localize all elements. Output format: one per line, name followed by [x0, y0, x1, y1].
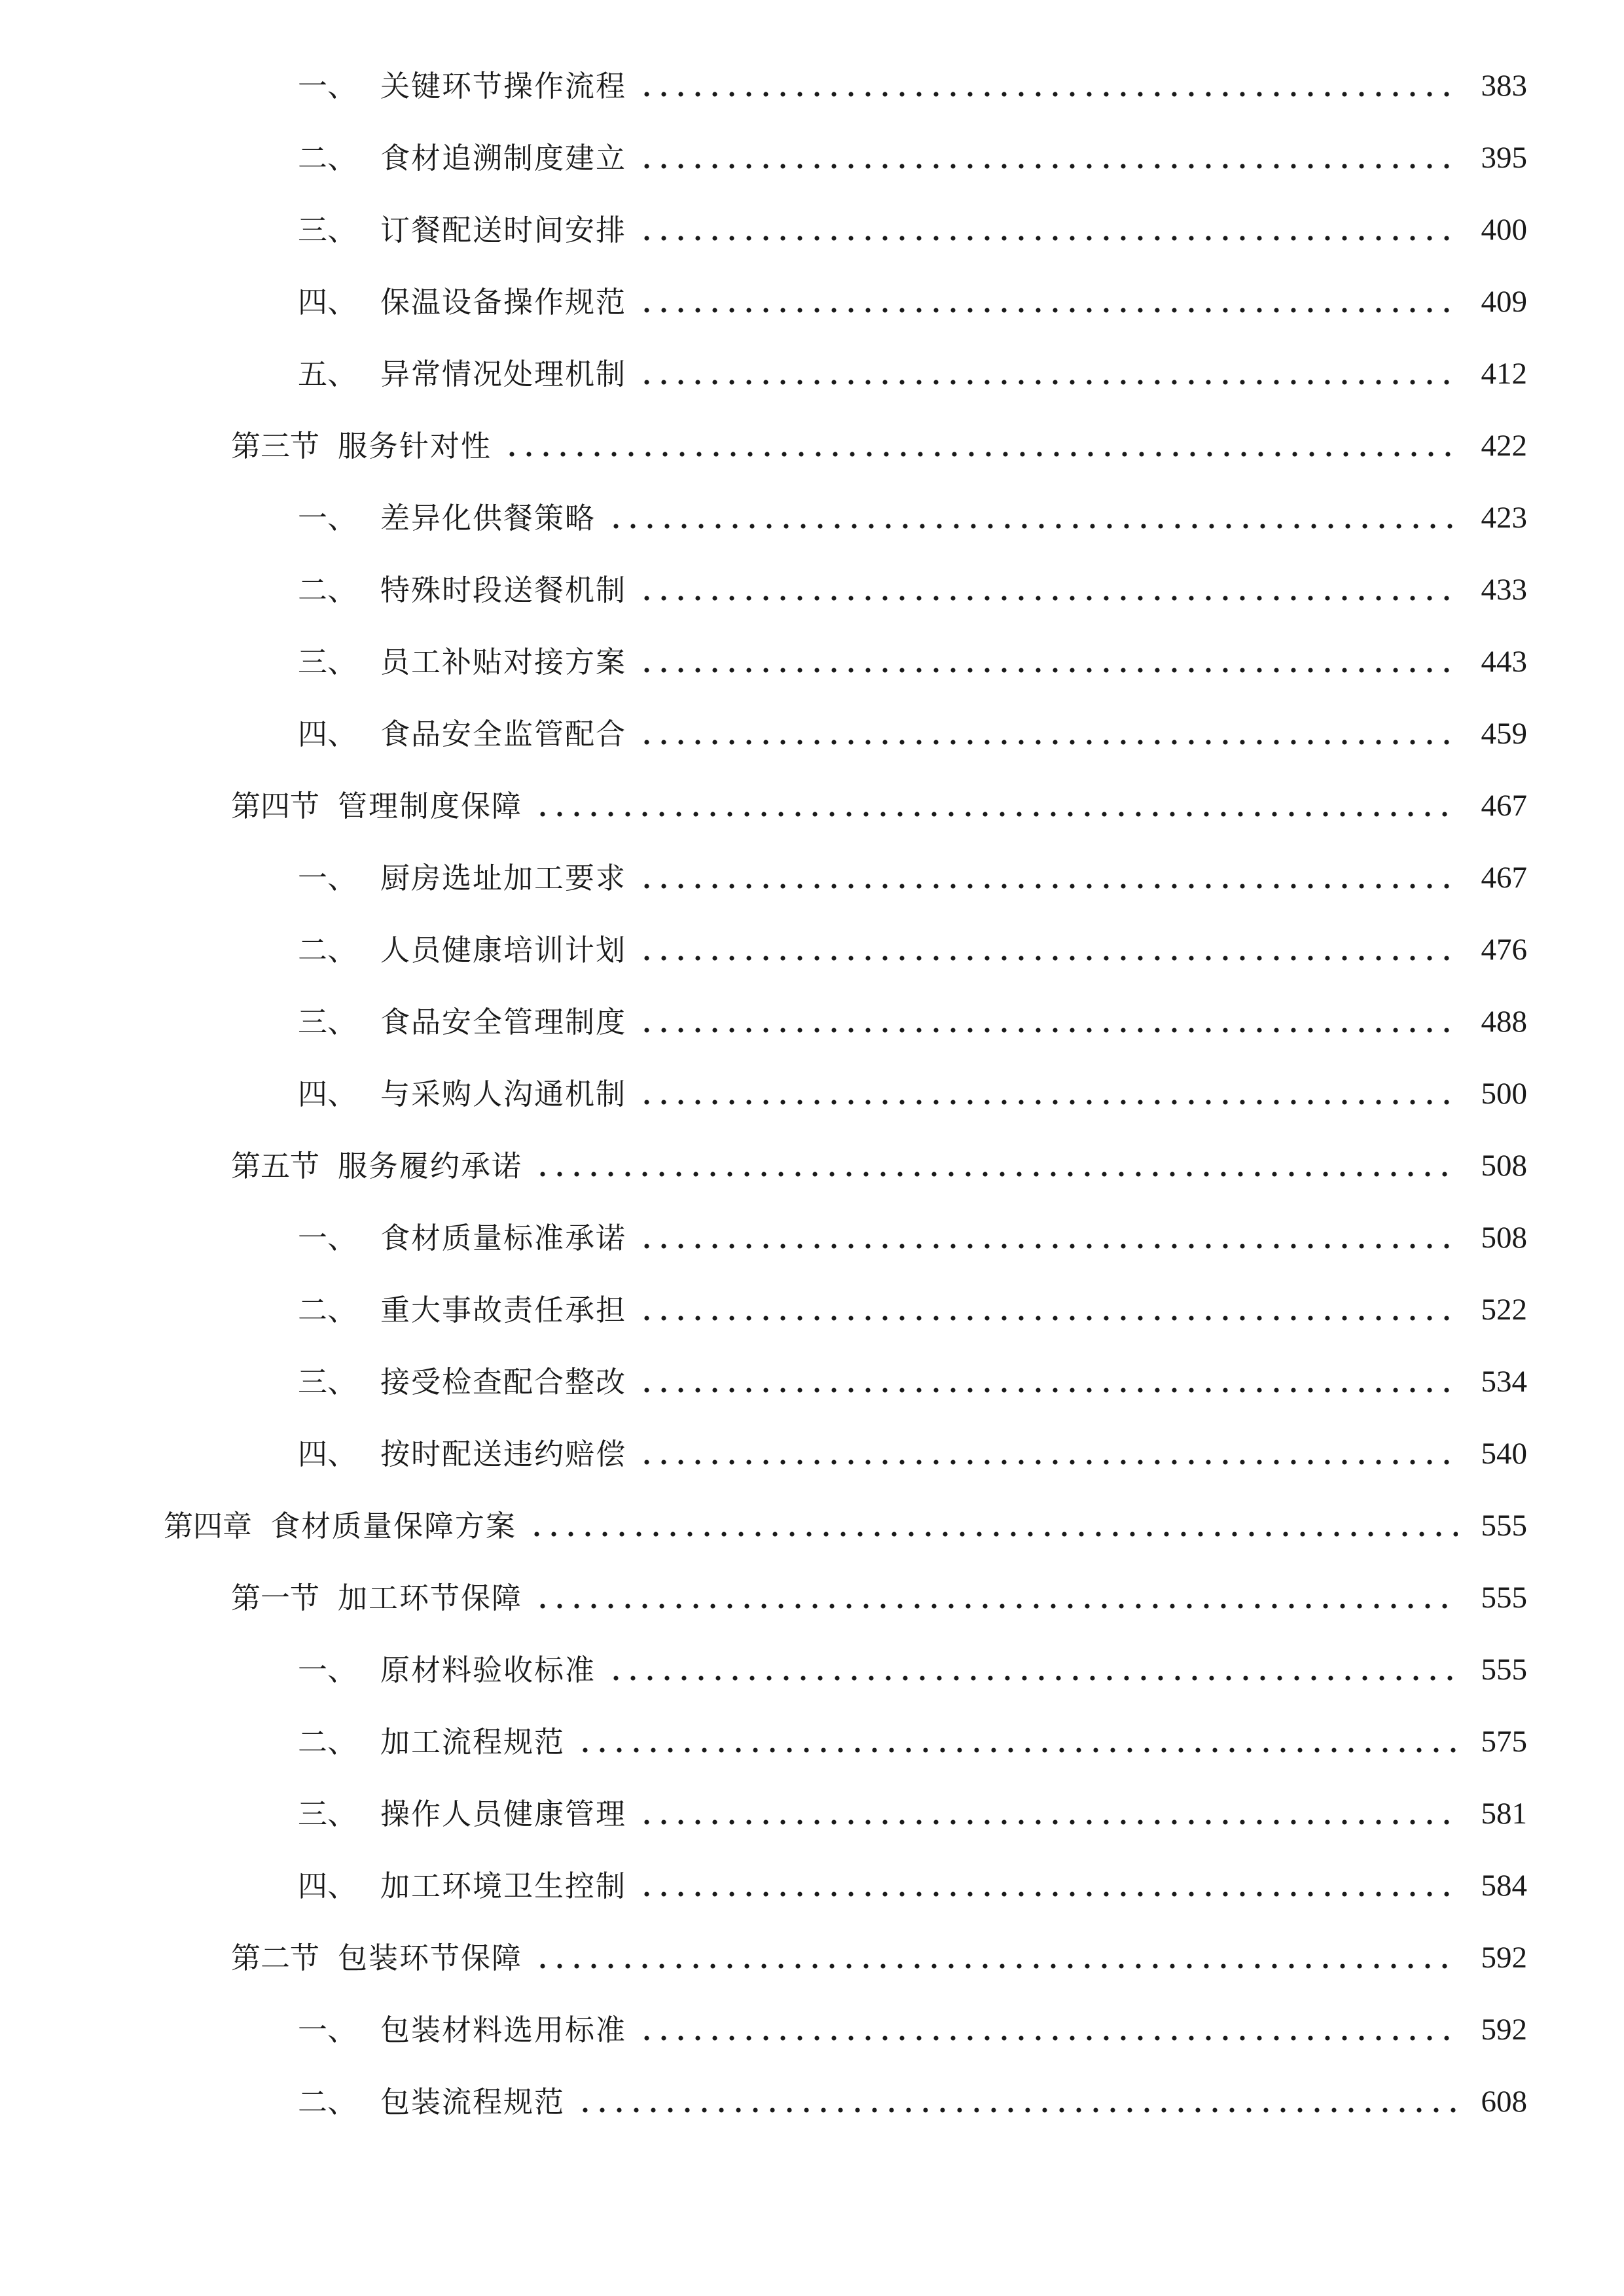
toc-entry-page-number: 443	[1481, 644, 1527, 679]
toc-entry-title: 加工环节保障	[338, 1580, 523, 1615]
toc-entry-title: 包装流程规范	[380, 2084, 566, 2119]
toc-entry-title: 食材追溯制度建立	[380, 140, 627, 175]
toc-entry-item[interactable]	[0, 914, 1624, 986]
toc-entry-item[interactable]	[0, 554, 1624, 626]
toc-entry-item[interactable]	[0, 1994, 1624, 2066]
toc-entry-number: 一、	[298, 1652, 357, 1687]
toc-entry-section[interactable]	[0, 1922, 1624, 1994]
toc-entry-page-number: 409	[1481, 284, 1527, 319]
toc-entry-title: 重大事故责任承担	[380, 1292, 627, 1327]
toc-entry-page-number: 383	[1481, 68, 1527, 103]
toc-entry-item[interactable]	[0, 698, 1624, 770]
toc-entry-item[interactable]	[0, 986, 1624, 1058]
toc-entry-page-number: 422	[1481, 428, 1527, 463]
toc-entry-page-number: 555	[1481, 1652, 1527, 1687]
toc-entry-section[interactable]	[0, 410, 1624, 482]
dot-leader	[638, 647, 1458, 677]
toc-entry-page-number: 555	[1481, 1580, 1527, 1615]
dot-leader	[503, 431, 1458, 461]
dot-leader	[534, 791, 1458, 821]
dot-leader	[577, 1727, 1458, 1757]
toc-entry-title: 食材质量保障方案	[270, 1508, 517, 1543]
toc-entry-title: 与采购人沟通机制	[380, 1076, 627, 1111]
dot-leader	[638, 935, 1458, 965]
toc-entry-section[interactable]	[0, 1562, 1624, 1634]
toc-entry-title: 食品安全管理制度	[380, 1004, 627, 1039]
toc-entry-number: 四、	[298, 1076, 357, 1111]
toc-entry-number: 一、	[298, 1220, 357, 1255]
toc-entry-page-number: 540	[1481, 1436, 1527, 1471]
toc-entry-title: 操作人员健康管理	[380, 1796, 627, 1831]
toc-entry-page-number: 400	[1481, 212, 1527, 247]
toc-entry-item[interactable]	[0, 338, 1624, 410]
toc-entry-title: 接受检查配合整改	[380, 1364, 627, 1399]
toc-entry-item[interactable]	[0, 1634, 1624, 1706]
toc-entry-page-number: 575	[1481, 1724, 1527, 1759]
dot-leader	[534, 1151, 1458, 1181]
toc-entry-number: 三、	[298, 1796, 357, 1831]
dot-leader	[528, 1511, 1458, 1541]
toc-entry-page-number: 581	[1481, 1796, 1527, 1831]
toc-entry-number: 二、	[298, 932, 357, 967]
dot-leader	[638, 719, 1458, 749]
toc-entry-item[interactable]	[0, 1778, 1624, 1850]
dot-leader	[638, 1367, 1458, 1397]
toc-entry-number: 四、	[298, 284, 357, 319]
toc-entry-title: 人员健康培训计划	[380, 932, 627, 967]
toc-entry-page-number: 508	[1481, 1220, 1527, 1255]
toc-entry-page-number: 592	[1481, 2012, 1527, 2047]
toc-entry-title: 服务针对性	[338, 428, 492, 463]
dot-leader	[638, 1439, 1458, 1469]
dot-leader	[607, 1655, 1458, 1685]
toc-entry-title: 包装材料选用标准	[380, 2012, 627, 2047]
table-of-contents	[0, 50, 1624, 2138]
toc-entry-number: 二、	[298, 1292, 357, 1327]
toc-entry-page-number: 412	[1481, 356, 1527, 391]
toc-entry-page-number: 592	[1481, 1940, 1527, 1975]
toc-entry-page-number: 534	[1481, 1364, 1527, 1399]
toc-entry-number: 第四节	[231, 788, 320, 823]
dot-leader	[577, 2087, 1458, 2117]
dot-leader	[638, 143, 1458, 173]
toc-entry-title: 差异化供餐策略	[380, 500, 596, 535]
toc-entry-number: 一、	[298, 68, 357, 103]
toc-entry-item[interactable]	[0, 1850, 1624, 1922]
toc-entry-page-number: 508	[1481, 1148, 1527, 1183]
toc-entry-page-number: 555	[1481, 1508, 1527, 1543]
toc-entry-page-number: 459	[1481, 716, 1527, 751]
toc-entry-number: 四、	[298, 1436, 357, 1471]
toc-entry-title: 关键环节操作流程	[380, 68, 627, 103]
toc-entry-page-number: 476	[1481, 932, 1527, 967]
toc-entry-title: 保温设备操作规范	[380, 284, 627, 319]
dot-leader	[638, 575, 1458, 605]
dot-leader	[638, 1295, 1458, 1325]
toc-entry-item[interactable]	[0, 2066, 1624, 2138]
dot-leader	[534, 1943, 1458, 1973]
toc-entry-number: 第四章	[164, 1508, 253, 1543]
toc-entry-page-number: 584	[1481, 1868, 1527, 1903]
dot-leader	[638, 1871, 1458, 1901]
toc-entry-item[interactable]	[0, 1274, 1624, 1346]
toc-entry-number: 四、	[298, 1868, 357, 1903]
toc-entry-title: 食材质量标准承诺	[380, 1220, 627, 1255]
toc-entry-title: 食品安全监管配合	[380, 716, 627, 751]
toc-entry-item[interactable]	[0, 194, 1624, 266]
toc-entry-number: 三、	[298, 1364, 357, 1399]
dot-leader	[638, 1799, 1458, 1829]
dot-leader	[638, 215, 1458, 245]
toc-entry-page-number: 467	[1481, 788, 1527, 823]
toc-entry-title: 厨房选址加工要求	[380, 860, 627, 895]
toc-entry-title: 异常情况处理机制	[380, 356, 627, 391]
toc-entry-page-number: 608	[1481, 2084, 1527, 2119]
toc-entry-item[interactable]	[0, 1058, 1624, 1130]
toc-entry-title: 按时配送违约赔偿	[380, 1436, 627, 1471]
toc-entry-page-number: 433	[1481, 572, 1527, 607]
toc-entry-title: 特殊时段送餐机制	[380, 572, 627, 607]
toc-entry-number: 一、	[298, 2012, 357, 2047]
toc-entry-title: 包装环节保障	[338, 1940, 523, 1975]
toc-entry-number: 二、	[298, 2084, 357, 2119]
toc-entry-number: 二、	[298, 1724, 357, 1759]
toc-entry-page-number: 488	[1481, 1004, 1527, 1039]
toc-entry-title: 管理制度保障	[338, 788, 523, 823]
toc-entry-page-number: 467	[1481, 860, 1527, 895]
toc-entry-title: 员工补贴对接方案	[380, 644, 627, 679]
toc-entry-item[interactable]	[0, 482, 1624, 554]
toc-entry-number: 第三节	[231, 428, 320, 463]
toc-entry-page-number: 522	[1481, 1292, 1527, 1327]
toc-entry-number: 二、	[298, 572, 357, 607]
toc-entry-page-number: 500	[1481, 1076, 1527, 1111]
toc-entry-title: 加工流程规范	[380, 1724, 566, 1759]
dot-leader	[638, 359, 1458, 389]
toc-entry-item[interactable]	[0, 266, 1624, 338]
toc-entry-title: 原材料验收标准	[380, 1652, 596, 1687]
toc-entry-section[interactable]	[0, 1130, 1624, 1202]
toc-entry-item[interactable]	[0, 1346, 1624, 1418]
toc-entry-number: 第五节	[231, 1148, 320, 1183]
dot-leader	[638, 1007, 1458, 1037]
dot-leader	[638, 1079, 1458, 1109]
dot-leader	[638, 287, 1458, 317]
toc-entry-number: 三、	[298, 1004, 357, 1039]
toc-entry-number: 五、	[298, 356, 357, 391]
toc-entry-number: 第一节	[231, 1580, 320, 1615]
toc-entry-section[interactable]	[0, 770, 1624, 842]
dot-leader	[534, 1583, 1458, 1613]
dot-leader	[638, 71, 1458, 101]
dot-leader	[638, 2015, 1458, 2045]
toc-entry-title: 服务履约承诺	[338, 1148, 523, 1183]
toc-entry-number: 一、	[298, 860, 357, 895]
dot-leader	[607, 503, 1458, 533]
toc-entry-item[interactable]	[0, 50, 1624, 122]
toc-entry-title: 订餐配送时间安排	[380, 212, 627, 247]
toc-entry-page-number: 423	[1481, 500, 1527, 535]
toc-entry-item[interactable]	[0, 1418, 1624, 1490]
dot-leader	[638, 1223, 1458, 1253]
toc-entry-number: 三、	[298, 212, 357, 247]
toc-entry-item[interactable]	[0, 1202, 1624, 1274]
toc-entry-item[interactable]	[0, 122, 1624, 194]
toc-entry-page-number: 395	[1481, 140, 1527, 175]
toc-entry-chapter[interactable]	[0, 1490, 1624, 1562]
dot-leader	[638, 863, 1458, 893]
toc-entry-number: 三、	[298, 644, 357, 679]
toc-entry-title: 加工环境卫生控制	[380, 1868, 627, 1903]
toc-entry-item[interactable]	[0, 1706, 1624, 1778]
toc-entry-item[interactable]	[0, 842, 1624, 914]
toc-entry-number: 二、	[298, 140, 357, 175]
toc-entry-number: 一、	[298, 500, 357, 535]
toc-entry-number: 四、	[298, 716, 357, 751]
toc-entry-number: 第二节	[231, 1940, 320, 1975]
toc-entry-item[interactable]	[0, 626, 1624, 698]
